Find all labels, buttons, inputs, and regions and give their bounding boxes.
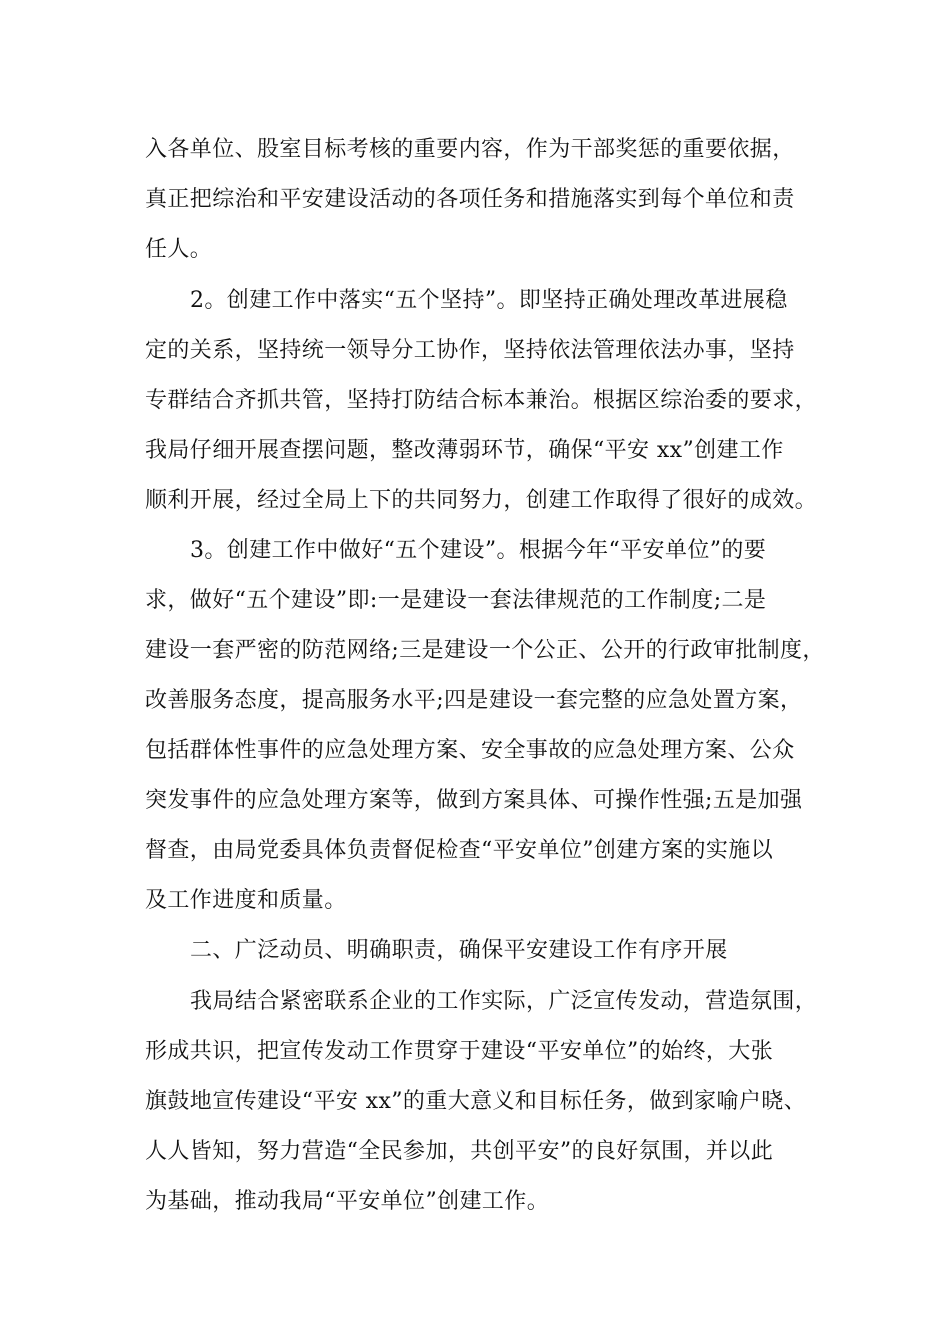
text-line: 我局结合紧密联系企业的工作实际，广泛宣传发动，营造氛围， (190, 989, 818, 1014)
text-line: 建设一套严密的防范网络;三是建设一个公正、公开的行政审批制度， (145, 638, 825, 663)
text-line: 真正把综治和平安建设活动的各项任务和措施落实到每个单位和责 (145, 187, 795, 212)
text-line: 我局仔细开展查摆问题，整改薄弱环节，确保“平安 xx”创建工作 (145, 438, 784, 463)
text-line: 专群结合齐抓共管，坚持打防结合标本兼治。根据区综治委的要求， (145, 388, 818, 413)
text-line: 任人。 (145, 237, 213, 262)
text-line: 包括群体性事件的应急处理方案、安全事故的应急处理方案、公众 (145, 738, 795, 763)
paragraph-heading-3: 3。创建工作中做好“五个建设”。根据今年“平安单位”的要 (190, 538, 767, 563)
text-line: 督查，由局党委具体负责督促检查“平安单位”创建方案的实施以 (145, 838, 774, 863)
text-line: 求，做好“五个建设”即:一是建设一套法律规范的工作制度;二是 (145, 588, 767, 613)
text-line: 及工作进度和质量。 (145, 888, 347, 913)
text-line: 顺利开展，经过全局上下的共同努力，创建工作取得了很好的成效。 (145, 488, 818, 513)
text-line: 为基础，推动我局“平安单位”创建工作。 (145, 1189, 550, 1214)
paragraph-heading-2: 2。创建工作中落实“五个坚持”。即坚持正确处理改革进展稳 (190, 288, 788, 313)
text-line: 定的关系，坚持统一领导分工协作，坚持依法管理依法办事，坚持 (145, 338, 795, 363)
text-line: 形成共识，把宣传发动工作贯穿于建设“平安单位”的始终，大张 (145, 1039, 774, 1064)
text-line: 入各单位、股室目标考核的重要内容，作为干部奖惩的重要依据， (145, 137, 795, 162)
text-line: 旗鼓地宣传建设“平安 xx”的重大意义和目标任务，做到家喻户晓、 (145, 1089, 807, 1114)
text-line: 突发事件的应急处理方案等，做到方案具体、可操作性强;五是加强 (145, 788, 803, 813)
text-line: 改善服务态度，提高服务水平;四是建设一套完整的应急处置方案， (145, 688, 803, 713)
section-heading: 二、广泛动员、明确职责，确保平安建设工作有序开展 (190, 938, 728, 963)
text-line: 人人皆知，努力营造“全民参加，共创平安”的良好氛围，并以此 (145, 1139, 774, 1164)
